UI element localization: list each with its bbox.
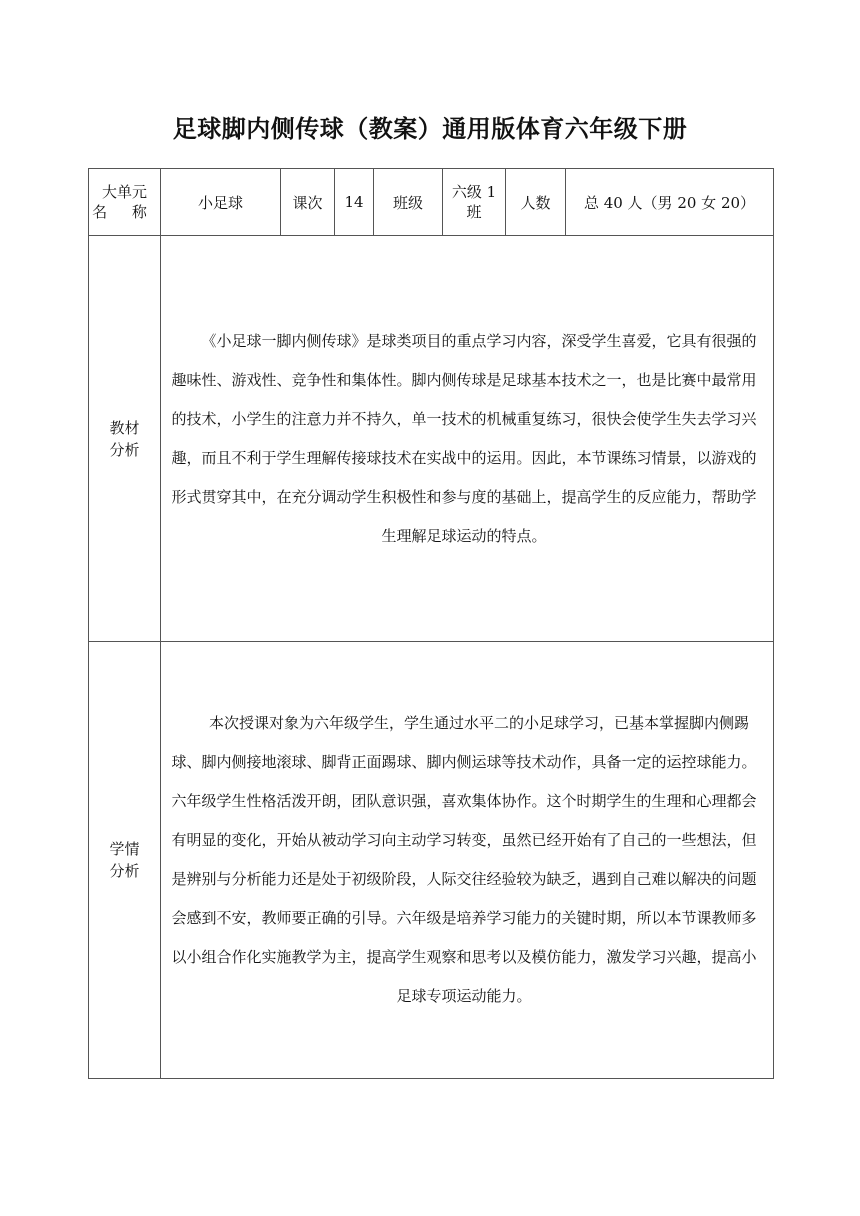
student-analysis-label-line2: 分析 (109, 862, 140, 880)
textbook-analysis-label-cell (89, 236, 161, 642)
student-analysis-label-cell (89, 642, 161, 1079)
class-label: 班级 (374, 169, 443, 236)
textbook-analysis-row (89, 236, 774, 642)
textbook-analysis-label-line2: 分析 (109, 440, 140, 459)
lesson-plan-table (88, 168, 774, 1079)
student-count-value: 总 40 人（男 20 女 20） (566, 169, 774, 236)
class-value-cell (443, 169, 506, 236)
textbook-analysis-label-line1: 教材 (109, 418, 140, 437)
unit-name-label-line2: 名 称 (92, 203, 157, 221)
student-analysis-row (89, 642, 774, 1079)
unit-name-label-line1: 大单元 (101, 183, 147, 201)
unit-name-label-cell (89, 169, 161, 236)
class-value-line2: 班 (466, 203, 482, 221)
page-title: 足球脚内侧传球（教案）通用版体育六年级下册 (172, 115, 688, 143)
table-header-row (89, 169, 774, 236)
student-analysis-label-line1: 学情 (109, 840, 140, 858)
textbook-analysis-text: 《小足球一脚内侧传球》是球类项目的重点学习内容，深受学生喜爱，它具有很强的趣味性、游戏性、竞争性和集体性。脚内侧传球是足球基本技术之一，也是比赛中最常用的技术，小学生的注意力并不持久，单一技术的机械重复练习，很快会使学生失去学习兴趣，而且不利于学生理解传接球技术在实战中的运用。因此，本节课练习情景，以游戏的形式贯穿其中，在充分调动学生积极性和参与度的基础上，提高学生的反应能力，帮助学生理解足球运动的特点。 (161, 236, 774, 642)
class-value-line1: 六级 1 (451, 183, 497, 201)
student-count-label: 人数 (506, 169, 566, 236)
lesson-number-label: 课次 (281, 169, 335, 236)
unit-name-value: 小足球 (161, 169, 281, 236)
student-analysis-text: 本次授课对象为六年级学生，学生通过水平二的小足球学习，已基本掌握脚内侧踢球、脚内侧接地滚球、脚背正面踢球、脚内侧运球等技术动作，具备一定的运控球能力。六年级学生性格活泼开朗，团队意识强，喜欢集体协作。这个时期学生的生理和心理都会有明显的变化，开始从被动学习向主动学习转变，虽然已经开始有了自己的一些想法，但是辨别与分析能力还是处于初级阶段，人际交往经验较为缺乏，遇到自己难以解决的问题会感到不安，教师要正确的引导。六年级是培养学习能力的关键时期，所以本节课教师多以小组合作化实施教学为主，提高学生观察和思考以及模仿能力，激发学习兴趣，提高小足球专项运动能力。 (161, 642, 774, 1079)
lesson-number-value: 14 (335, 169, 374, 236)
